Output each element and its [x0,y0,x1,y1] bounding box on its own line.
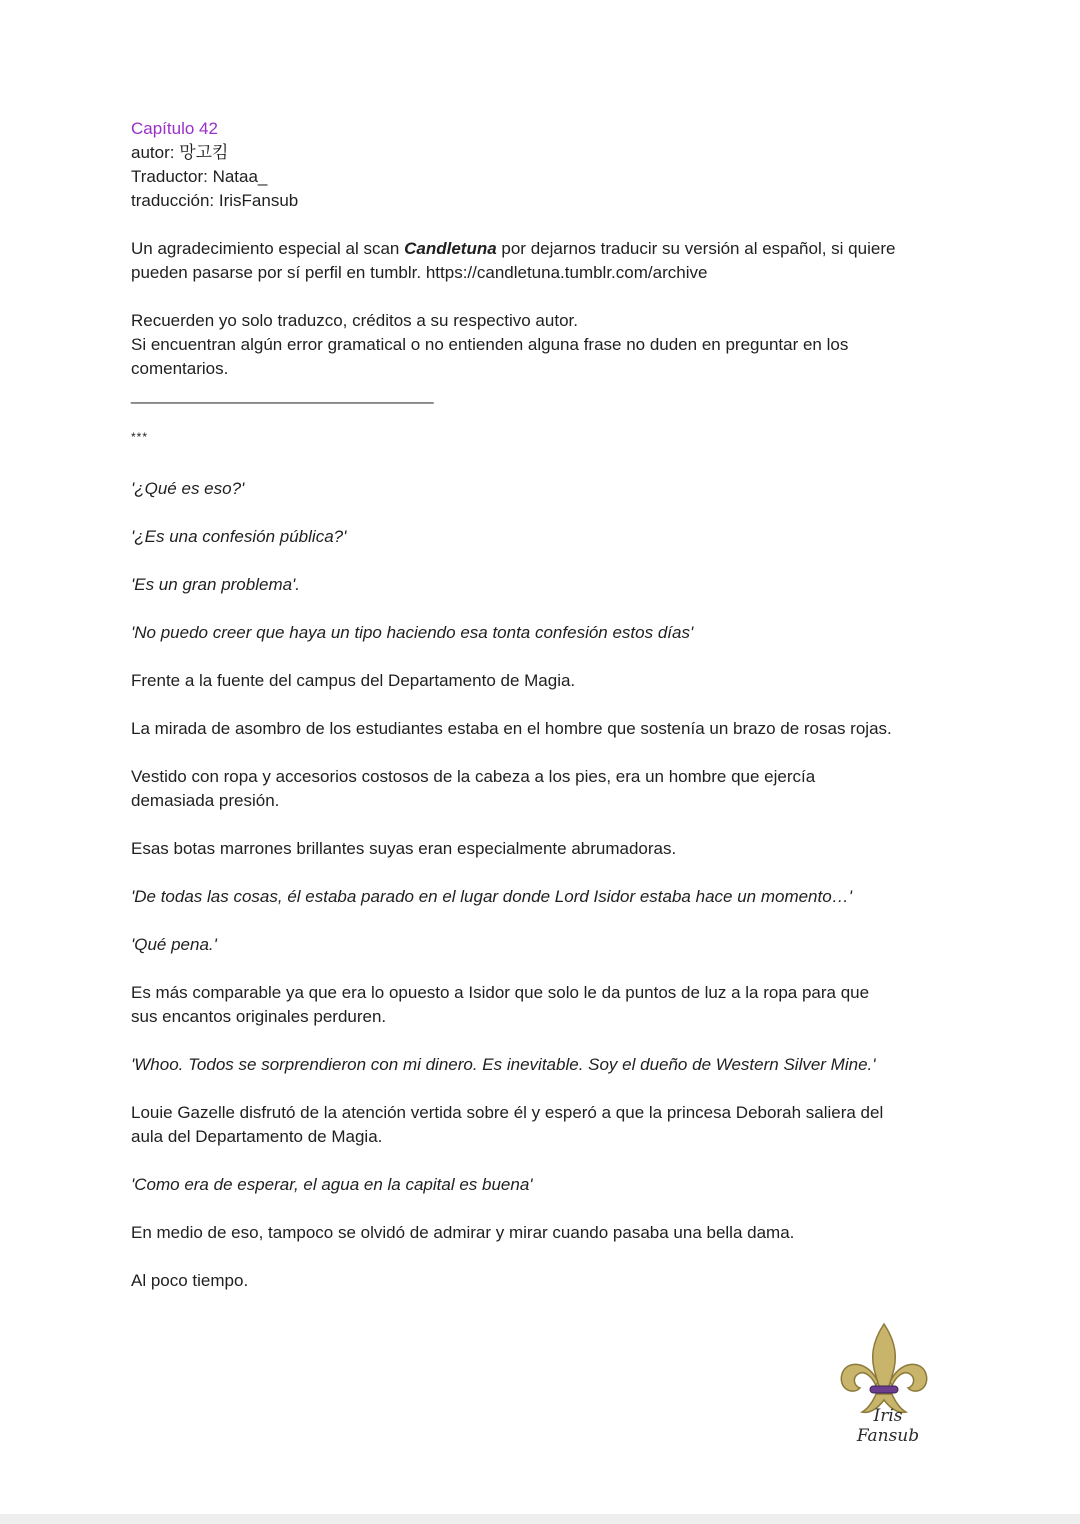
story-paragraph: 'Es un gran problema'. [131,575,301,594]
story-line: Es más comparable ya que era lo opuesto a Isidor que solo le da puntos de luz a la ropa para que [131,983,870,1002]
scene-break: *** [131,430,149,444]
story-line: aula del Departamento de Magia. [131,1127,383,1146]
story-paragraph: 'Whoo. Todos se sorprendieron con mi dinero. Es inevitable. Soy el dueño de Western Silver Mine.' [131,1055,876,1074]
story-text [131,477,961,1293]
notice-line1: Recuerden yo solo traduzco, créditos a su respectivo autor. [131,311,578,330]
story-line: Louie Gazelle disfrutó de la atención vertida sobre él y esperó a que la princesa Deborah saliera del [131,1103,884,1122]
notice-line2: Si encuentran algún error gramatical o no entienden alguna frase no duden en preguntar en los [131,335,849,354]
story-line: Vestido con ropa y accesorios costosos de la cabeza a los pies, era un hombre que ejercía [131,767,816,786]
story-paragraph: Frente a la fuente del campus del Departamento de Magia. [131,671,576,690]
story-paragraph [131,1101,961,1149]
author-line: autor: 망고킴 [131,143,229,162]
translation-line: traducción: IrisFansub [131,191,299,210]
translator-line: Traductor: Nataa_ [131,167,268,186]
story-paragraph: 'No puedo creer que haya un tipo haciendo esa tonta confesión estos días' [131,623,694,642]
story-paragraph: 'De todas las cosas, él estaba parado en el lugar donde Lord Isidor estaba hace un momento…' [131,887,852,906]
divider-rule: ________________________________ [131,385,434,404]
story-paragraph [131,765,961,813]
story-paragraph: '¿Qué es eso?' [131,479,245,498]
story-paragraph: 'Como era de esperar, el agua en la capital es buena' [131,1175,533,1194]
thanks-after: por dejarnos traducir su versión al español, si quiere [496,239,896,258]
bottom-bar [0,1514,1080,1524]
document-body [131,117,961,1317]
notice-line3: comentarios. [131,359,229,378]
story-paragraph: '¿Es una confesión pública?' [131,527,347,546]
story-paragraph: En medio de eso, tampoco se olvidó de admirar y mirar cuando pasaba una bella dama. [131,1223,795,1242]
scan-name: Candletuna [404,239,497,258]
header-block [131,117,961,213]
story-line: sus encantos originales perduren. [131,1007,387,1026]
chapter-title: Capítulo 42 [131,119,218,138]
thanks-line2: pueden pasarse por sí perfil en tumblr. https://candletuna.tumblr.com/archive [131,263,708,282]
story-paragraph: La mirada de asombro de los estudiantes estaba en el hombre que sostenía un brazo de rosas rojas. [131,719,892,738]
story-paragraph: Al poco tiempo. [131,1271,249,1290]
logo-text: Iris Fansub [856,1406,920,1446]
notice-paragraph [131,309,961,381]
thanks-paragraph [131,237,961,285]
story-paragraph [131,981,961,1029]
story-paragraph: 'Qué pena.' [131,935,217,954]
story-paragraph: Esas botas marrones brillantes suyas eran especialmente abrumadoras. [131,839,677,858]
story-line: demasiada presión. [131,791,280,810]
thanks-before: Un agradecimiento especial al scan [131,239,405,258]
